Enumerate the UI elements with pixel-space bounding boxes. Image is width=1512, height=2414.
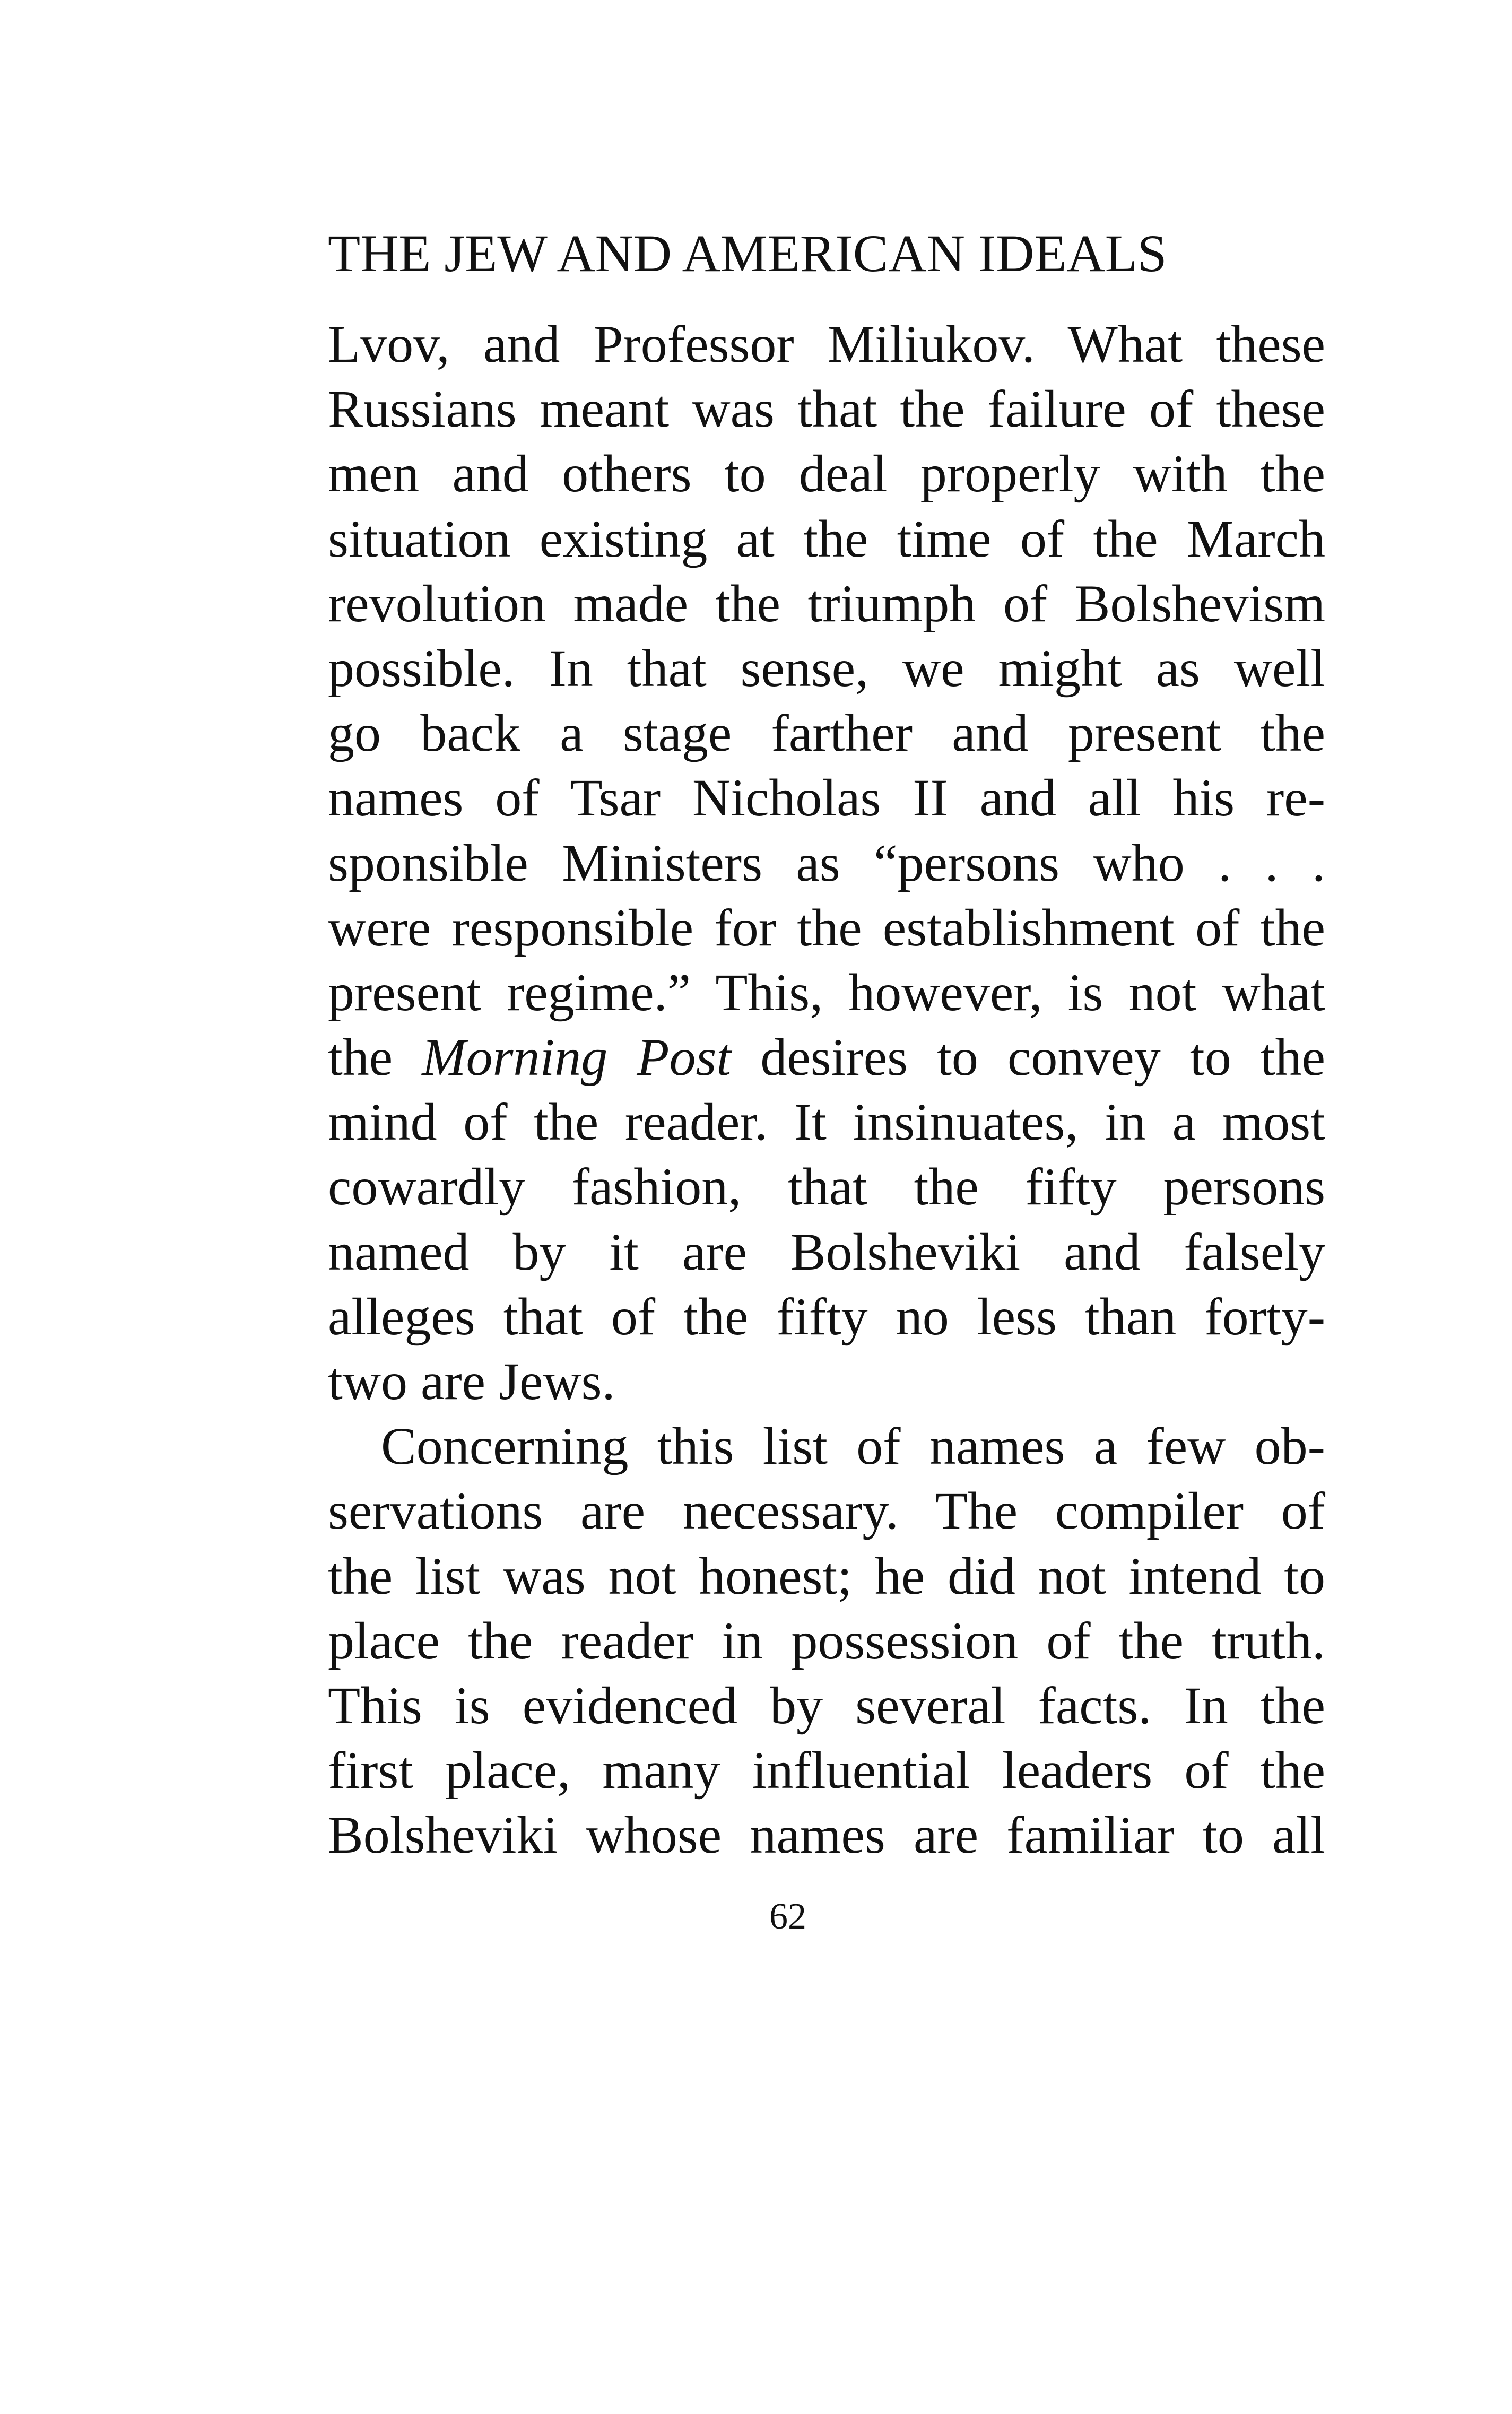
text-line: were responsible for the establishment of the (328, 898, 1325, 957)
text-line: first place, many influential leaders of the (328, 1741, 1325, 1800)
text-line: mind of the reader. It insinuates, in a most (328, 1092, 1325, 1152)
text-line: revolution made the triumph of Bolshevism (328, 574, 1325, 633)
text-line: Concerning this list of names a few ob- (381, 1417, 1325, 1476)
text-line: cowardly fashion, that the fifty persons (328, 1157, 1325, 1217)
text-line: two are Jews. (328, 1352, 615, 1411)
paragraph-1 (328, 312, 1325, 1414)
text-line: servations are necessary. The compiler of (328, 1481, 1325, 1541)
text-line: possible. In that sense, we might as well (328, 638, 1325, 698)
text-line: names of Tsar Nicholas II and all his re- (328, 768, 1325, 828)
paragraph-2 (328, 1414, 1325, 1868)
page-number: 62 (769, 1896, 806, 1937)
text-line: the list was not honest; he did not intend to (328, 1546, 1325, 1605)
text-line: place the reader in possession of the truth. (328, 1611, 1325, 1670)
text-line: Russians meant was that the failure of these (328, 379, 1325, 439)
running-header: THE JEW AND AMERICAN IDEALS (328, 224, 1167, 283)
text-line: Bolsheviki whose names are familiar to all (328, 1805, 1325, 1865)
text-line: situation existing at the time of the March (328, 509, 1325, 568)
text-segment: the (328, 1028, 422, 1087)
text-line: This is evidenced by several facts. In the (328, 1675, 1325, 1735)
text-line: Lvov, and Professor Miliukov. What these (328, 315, 1325, 374)
text-line: go back a stage farther and present the (328, 704, 1325, 763)
text-line: present regime.” This, however, is not what (328, 962, 1325, 1022)
text-line: sponsible Ministers as “persons who . . . (328, 833, 1325, 892)
text-line: men and others to deal properly with the (328, 444, 1325, 503)
text-line: alleges that of the fifty no less than forty- (328, 1287, 1325, 1346)
text-line-with-italic-title (328, 1025, 1325, 1090)
text-segment: desires to convey to the (731, 1028, 1325, 1087)
text-line: named by it are Bolsheviki and falsely (328, 1222, 1325, 1281)
body-text (328, 312, 1325, 1868)
newspaper-title: Morning Post (422, 1028, 732, 1087)
